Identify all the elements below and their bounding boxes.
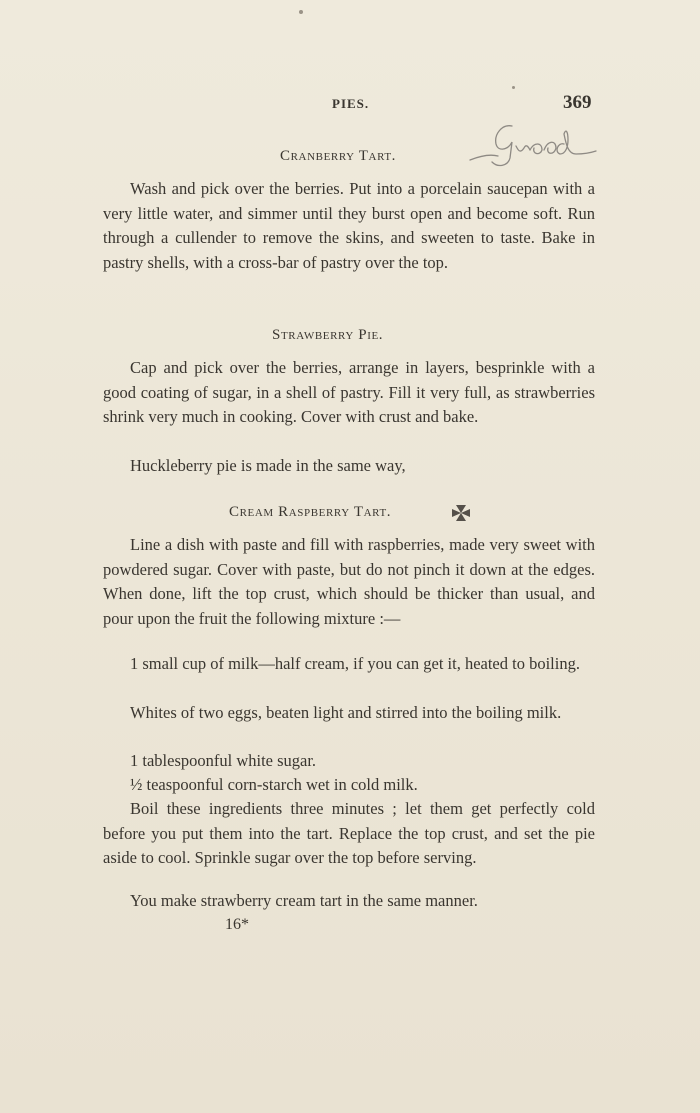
page-header: [0, 92, 700, 118]
signature-mark: 16*: [225, 916, 249, 933]
ingredient-corn-starch: ½ teaspoonful corn-starch wet in cold milk.: [130, 775, 418, 794]
paper-speck: [299, 10, 303, 14]
handwritten-note-image: [468, 120, 598, 172]
ingredient-egg-whites: Whites of two eggs, beaten light and stirred into the boiling milk.: [130, 703, 562, 722]
page-number: 369: [563, 92, 592, 113]
paper-speck: [512, 86, 515, 89]
ingredient-milk: 1 small cup of milk—half cream, if you can get it, heated to boiling.: [130, 654, 580, 673]
recipe-note-huckleberry: Huckleberry pie is made in the same way,: [130, 456, 406, 475]
recipe-title-cranberry-tart: Cranberry Tart.: [280, 148, 397, 164]
recipe-title-strawberry-pie: Strawberry Pie.: [272, 327, 384, 343]
recipe-title-cream-raspberry-tart: Cream Raspberry Tart.: [229, 504, 392, 520]
ingredient-sugar: 1 tablespoonful white sugar.: [130, 751, 317, 770]
recipe-body-cream-raspberry-tart: Line a dish with paste and fill with raspberries, made very sweet with powdered sugar. Cover with paste, but do not pinch it down at the edges. When done, lift the top crust, which should be thicker than usual, and pour upon the fruit the following mixture :—: [103, 535, 595, 628]
recipe-body-cranberry-tart: Wash and pick over the berries. Put into a porcelain saucepan with a very little water, and simmer until they burst open and become soft. Run through a cullender to remove the skins, and sweeten to taste. Bake in pastry shells, with a cross-bar of pastry over the top.: [103, 179, 595, 272]
recipe-body-strawberry-pie: Cap and pick over the berries, arrange in layers, besprinkle with a good coating of sugar, in a shell of pastry. Fill it very full, as strawberries shrink very much in cooking. Cover with crust and bake.: [103, 358, 595, 427]
recipe-note-strawberry-cream-tart: You make strawberry cream tart in the same manner.: [130, 891, 478, 910]
maltese-cross-icon: [450, 503, 472, 523]
running-head: PIES.: [332, 96, 370, 111]
recipe-instructions-cream-raspberry-tart: Boil these ingredients three minutes ; let them get perfectly cold before you put them into the tart. Replace the top crust, and set the pie aside to cool. Sprinkle sugar over the top before serving.: [103, 799, 595, 868]
